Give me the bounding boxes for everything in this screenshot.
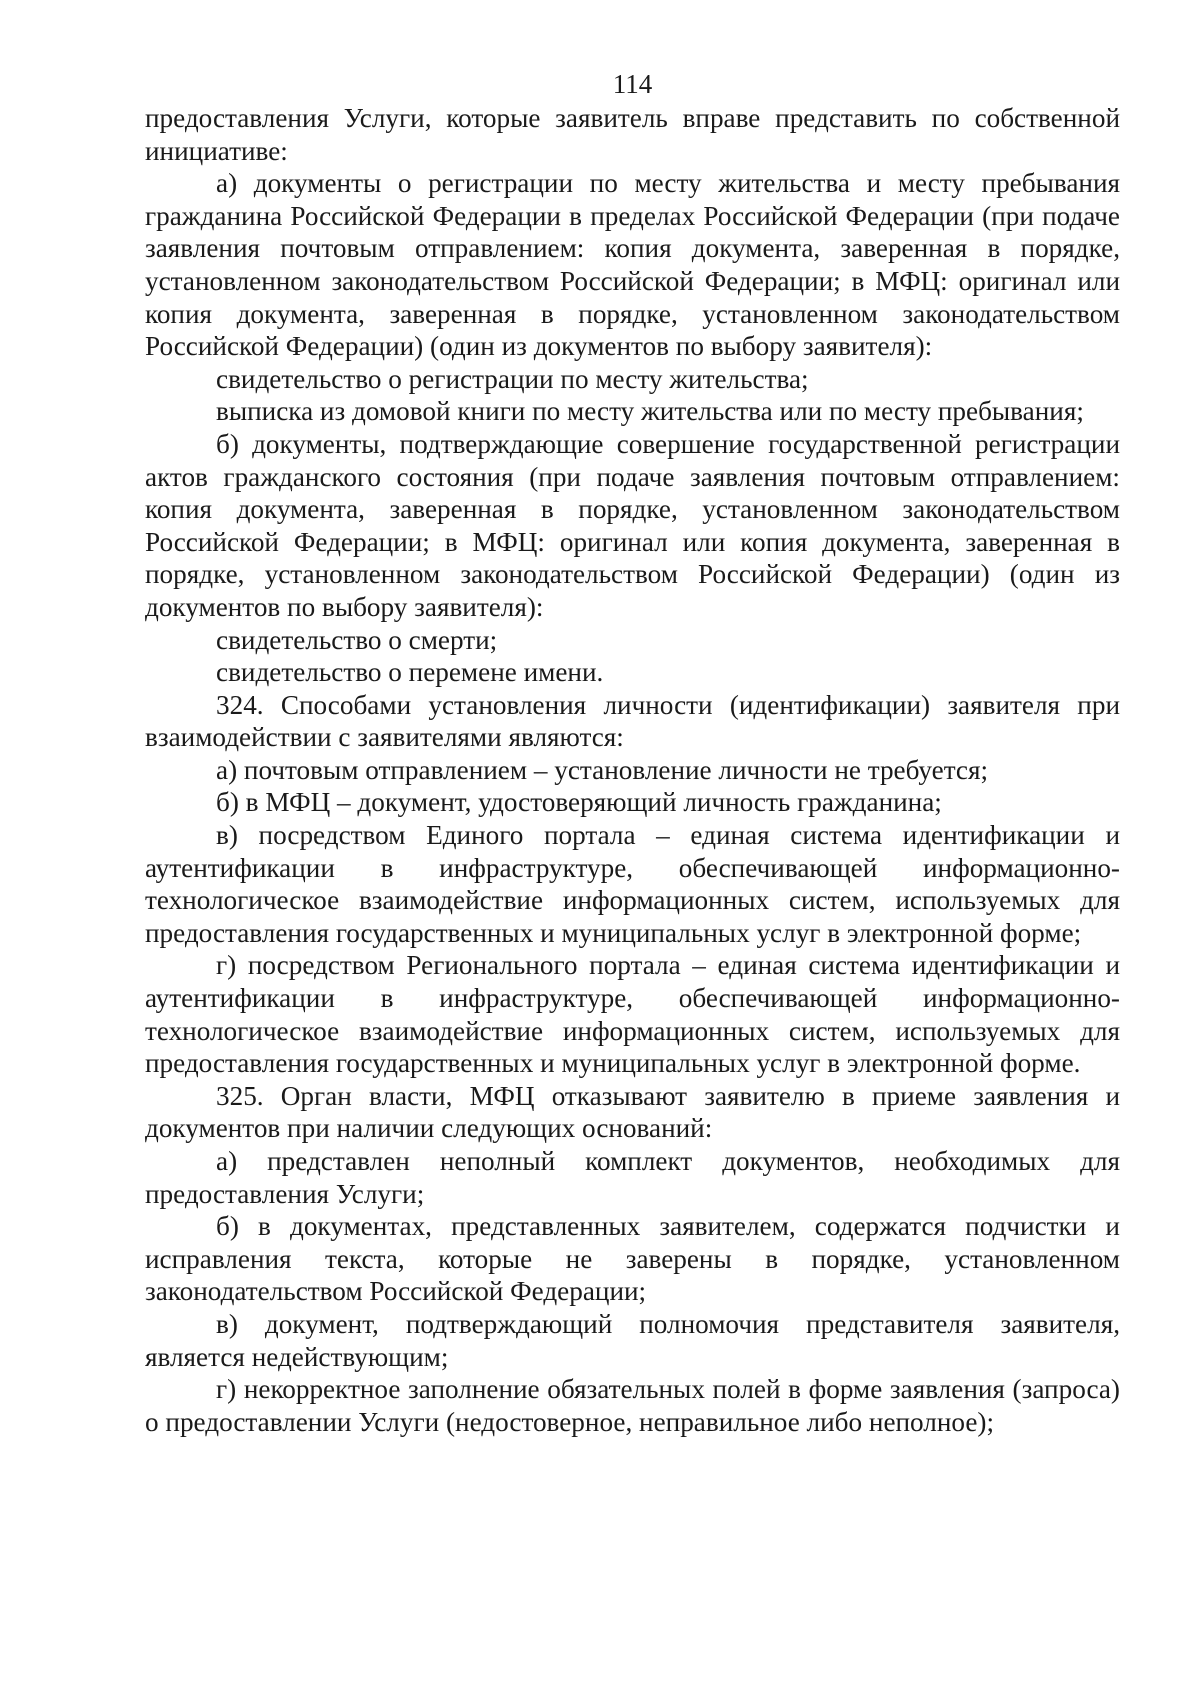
paragraph-324-b-mfc: б) в МФЦ – документ, удостоверяющий личность гражданина; [216,787,942,818]
paragraph-325-d-incorrect-fields: г) некорректное заполнение обязательных полей в форме заявления (запроса) о предоставлении Услуги (недостоверное, неправильное либо неполное); [145,1374,1120,1437]
paragraph-325-a-incomplete-set: а) представлен неполный комплект документов, необходимых для предоставления Услуги; [145,1146,1120,1209]
paragraph-325-b-corrections: б) в документах, представленных заявителем, содержатся подчистки и исправления текста, которые не заверены в порядке, установленном законодательством Российской Федерации; [145,1211,1120,1307]
paragraph-325-refusal-grounds: 325. Орган власти, МФЦ отказывают заявителю в приеме заявления и документов при наличии следующих оснований: [145,1080,1120,1144]
paragraph-325-c-invalid-authority: в) документ, подтверждающий полномочия представителя заявителя, является недействующим; [145,1308,1120,1372]
paragraph-item-a-registration-documents: а) документы о регистрации по месту жительства и месту пребывания гражданина Российской Федерации в пределах Российской Федерации (при подаче заявления почтовым отправлением: копия документа, заверенная в порядке, установленном законодательством Российской Федерации; в МФЦ: оригинал или копия документа, заверенная в порядке, установленном законодательством Российской Федерации) (один из документов по выбору заявителя): [145,168,1120,362]
paragraph-324-identification-methods: 324. Способами установления личности (идентификации) заявителя при взаимодействии с заявителями являются: [145,689,1120,753]
page-number: 114 [612,69,653,99]
document-page [145,68,1120,1438]
paragraph-item-b-civil-status-documents: б) документы, подтверждающие совершение государственной регистрации актов гражданского состояния (при подаче заявления почтовым отправлением: копия документа, заверенная в порядке, установленном законодательством Российской Федерации; в МФЦ: оригинал или копия документа, заверенная в порядке, установленном законодательством Российской Федерации) (один из документов по выбору заявителя): [145,428,1120,622]
paragraph-name-change-certificate: свидетельство о перемене имени. [216,657,604,688]
paragraph-324-a-postal: а) почтовым отправлением – установление личности не требуется; [216,754,989,785]
paragraph-324-c-unified-portal: в) посредством Единого портала – единая система идентификации и аутентификации в инфраструктуре, обеспечивающей информационно-технологическое взаимодействие информационных систем, используемых для предоставления государственных и муниципальных услуг в электронной форме; [145,820,1120,948]
paragraph-death-certificate: свидетельство о смерти; [216,624,498,655]
paragraph-324-d-regional-portal: г) посредством Регионального портала – единая система идентификации и аутентификации в инфраструктуре, обеспечивающей информационно-технологическое взаимодействие информационных систем, используемых для предоставления государственных и муниципальных услуг в электронной форме. [145,950,1120,1079]
paragraph-house-book-extract: выписка из домовой книги по месту жительства или по месту пребывания; [216,396,1084,427]
paragraph-registration-certificate: свидетельство о регистрации по месту жительства; [216,363,809,394]
paragraph-continuation: предоставления Услуги, которые заявитель вправе представить по собственной инициативе: [145,103,1120,166]
